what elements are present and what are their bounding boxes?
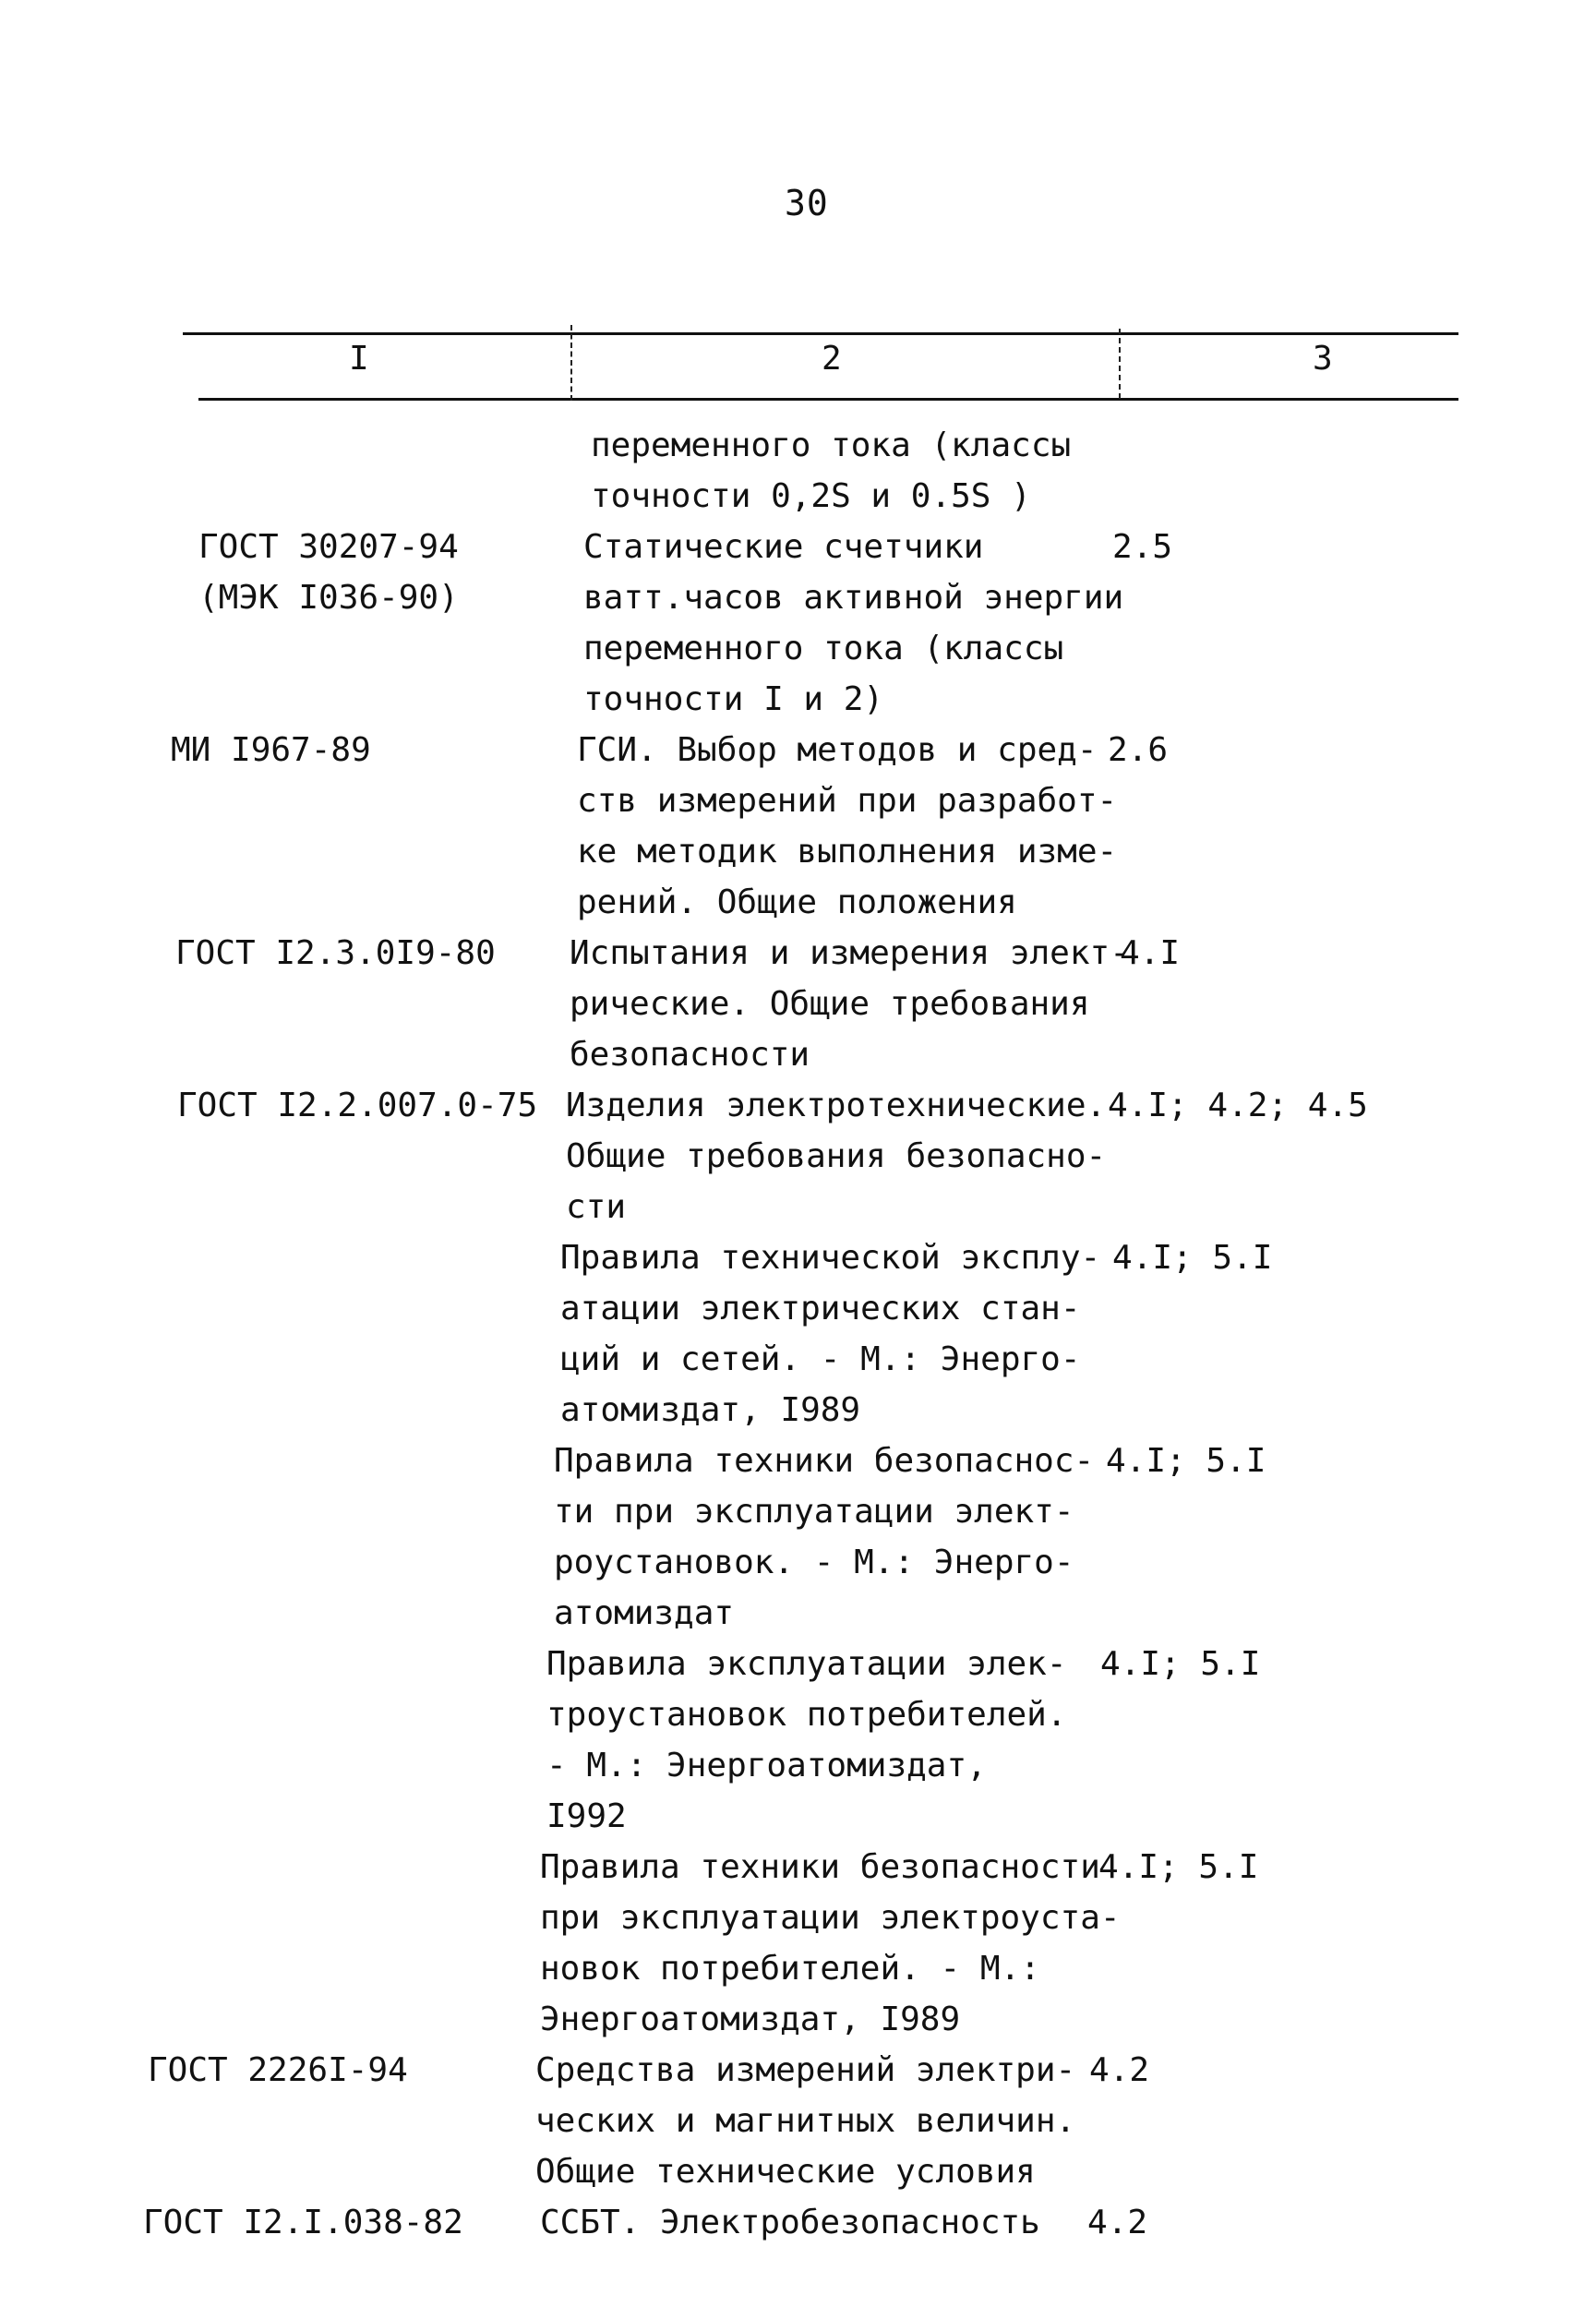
- table-cell-r1-col2-line0: Статические счетчики: [583, 528, 984, 566]
- table-cell-r6-col2-line1: ти при эксплуатации элект-: [554, 1493, 1074, 1531]
- page-number: 30: [785, 183, 829, 223]
- table-cell-r8-col2-line2: новок потребителей. - М.:: [540, 1950, 1040, 1988]
- table-cell-r8-col3-line0: 4.I; 5.I: [1098, 1848, 1259, 1886]
- table-cell-r9-col3-line0: 4.2: [1089, 2051, 1150, 2089]
- table-cell-r10-col1-line0: ГОСТ I2.I.038-82: [143, 2204, 463, 2241]
- table-cell-r6-col3-line0: 4.I; 5.I: [1106, 1442, 1266, 1480]
- table-cell-r2-col2-line2: ке методик выполнения изме-: [577, 833, 1118, 871]
- table-header-bottom-rule: [198, 398, 1458, 401]
- table-cell-r8-col2-line3: Энергоатомиздат, I989: [540, 2001, 961, 2038]
- table-cell-r9-col2-line1: ческих и магнитных величин.: [535, 2102, 1076, 2140]
- table-cell-r3-col2-line1: рические. Общие требования: [570, 985, 1090, 1023]
- table-cell-r8-col2-line1: при эксплуатации электроуста-: [540, 1899, 1121, 1937]
- table-cell-r5-col2-line3: атомиздат, I989: [560, 1391, 861, 1429]
- table-cell-r7-col2-line3: I992: [546, 1797, 627, 1835]
- table-cell-r9-col2-line2: Общие технические условия: [535, 2153, 1036, 2191]
- table-cell-r2-col2-line3: рений. Общие положения: [577, 883, 1017, 921]
- table-cell-r5-col3-line0: 4.I; 5.I: [1112, 1239, 1273, 1277]
- table-cell-r6-col2-line0: Правила техники безопаснос-: [554, 1442, 1095, 1480]
- table-cell-r5-col2-line2: ций и сетей. - М.: Энерго-: [560, 1340, 1081, 1378]
- table-cell-r0-col2-line1: точности 0,2S и 0.5S ): [591, 477, 1031, 515]
- table-cell-r3-col2-line0: Испытания и измерения элект-: [570, 934, 1130, 972]
- table-cell-r4-col1-line0: ГОСТ I2.2.007.0-75: [177, 1087, 538, 1124]
- table-cell-r5-col2-line0: Правила технической эксплу-: [560, 1239, 1101, 1277]
- column-header-1: I: [349, 340, 369, 378]
- table-cell-r10-col3-line0: 4.2: [1087, 2204, 1148, 2241]
- table-cell-r3-col2-line2: безопасности: [570, 1036, 810, 1074]
- column-header-2: 2: [822, 340, 842, 378]
- table-cell-r2-col3-line0: 2.6: [1108, 731, 1169, 769]
- table-cell-r9-col1-line0: ГОСТ 2226I-94: [148, 2051, 408, 2089]
- table-cell-r7-col2-line1: троустановок потребителей.: [546, 1696, 1067, 1734]
- table-cell-r3-col1-line0: ГОСТ I2.3.0I9-80: [175, 934, 496, 972]
- table-cell-r8-col2-line0: Правила техники безопасности: [540, 1848, 1100, 1886]
- table-cell-r4-col2-line0: Изделия электротехнические.: [566, 1087, 1107, 1124]
- table-cell-r2-col1-line0: МИ I967-89: [171, 731, 371, 769]
- table-cell-r1-col2-line1: ватт.часов активной энергии: [583, 579, 1124, 617]
- table-cell-r9-col2-line0: Средства измерений электри-: [535, 2051, 1076, 2089]
- table-cell-r1-col1-line0: ГОСТ 30207-94: [198, 528, 459, 566]
- table-cell-r2-col2-line0: ГСИ. Выбор методов и сред-: [577, 731, 1098, 769]
- table-cell-r1-col2-line3: точности I и 2): [583, 680, 884, 718]
- table-cell-r2-col2-line1: ств измерений при разработ-: [577, 782, 1118, 820]
- column-header-3: 3: [1313, 340, 1333, 378]
- table-cell-r6-col2-line2: роустановок. - М.: Энерго-: [554, 1544, 1074, 1581]
- table-cell-r0-col2-line0: переменного тока (классы: [591, 427, 1072, 464]
- table-cell-r7-col3-line0: 4.I; 5.I: [1100, 1645, 1261, 1683]
- table-cell-r4-col2-line1: Общие требования безопасно-: [566, 1137, 1107, 1175]
- table-cell-r1-col3-line0: 2.5: [1112, 528, 1173, 566]
- table-cell-r10-col2-line0: ССБТ. Электробезопасность: [540, 2204, 1040, 2241]
- column-separator-2: [1119, 329, 1121, 399]
- table-cell-r6-col2-line3: атомиздат: [554, 1594, 735, 1632]
- table-cell-r4-col2-line2: сти: [566, 1188, 627, 1226]
- table-cell-r5-col2-line1: атации электрических стан-: [560, 1290, 1081, 1328]
- table-top-rule: [183, 332, 1458, 335]
- table-cell-r7-col2-line2: - М.: Энергоатомиздат,: [546, 1747, 987, 1784]
- column-separator-1: [570, 325, 572, 401]
- table-cell-r1-col1-line1: (МЭК I036-90): [198, 579, 459, 617]
- table-cell-r3-col3-line0: 4.I: [1120, 934, 1181, 972]
- table-cell-r7-col2-line0: Правила эксплуатации элек-: [546, 1645, 1067, 1683]
- table-cell-r4-col3-line0: 4.I; 4.2; 4.5: [1108, 1087, 1368, 1124]
- table-cell-r1-col2-line2: переменного тока (классы: [583, 630, 1064, 667]
